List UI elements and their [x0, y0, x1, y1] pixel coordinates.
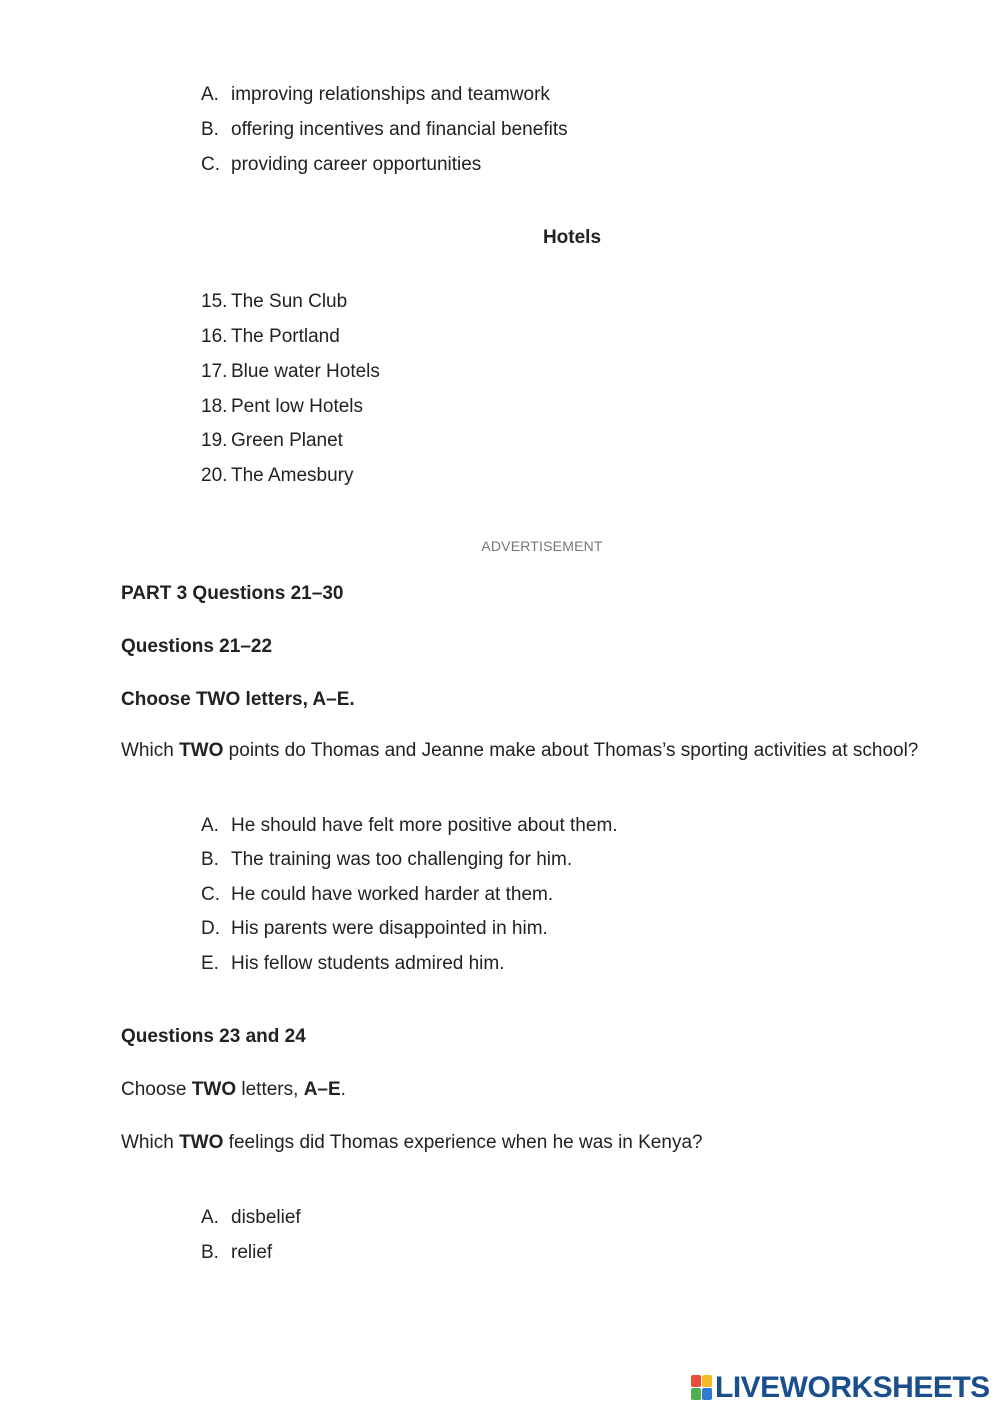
part-title: PART 3 Questions 21–30 — [121, 583, 344, 604]
list-item — [201, 154, 481, 176]
logo-badge-tile — [691, 1375, 701, 1387]
advertisement-label: ADVERTISEMENT — [481, 538, 603, 554]
option-text: relief — [231, 1242, 273, 1263]
option-letter: E. — [201, 953, 219, 974]
option-text: providing career opportunities — [231, 154, 482, 175]
logo-badge-icon — [691, 1375, 713, 1401]
item-number: 19. — [201, 430, 228, 451]
option-text: The training was too challenging for him. — [231, 849, 573, 870]
option-text: disbelief — [231, 1207, 301, 1228]
item-text: Green Planet — [231, 430, 343, 451]
list-item — [201, 396, 363, 418]
option-text: offering incentives and financial benefits — [231, 119, 568, 140]
option-letter: B. — [201, 849, 219, 870]
liveworksheets-logo[interactable] — [691, 1373, 990, 1403]
item-text: Pent low Hotels — [231, 396, 364, 417]
instruction-pre: Choose — [121, 1079, 192, 1100]
item-text: The Sun Club — [231, 291, 348, 312]
list-item — [201, 1207, 301, 1229]
item-text: The Amesbury — [231, 465, 354, 486]
list-item — [201, 884, 553, 906]
list-item — [201, 918, 548, 940]
question-bold: TWO — [179, 740, 224, 761]
option-text: He could have worked harder at them. — [231, 884, 554, 905]
logo-text: LIVEWORKSHEETS — [715, 1371, 990, 1404]
list-item — [201, 953, 505, 975]
item-number: 17. — [201, 361, 228, 382]
option-letter: A. — [201, 84, 219, 105]
list-item — [201, 849, 572, 871]
list-item — [201, 1242, 272, 1264]
questions-heading: Questions 21–22 — [121, 636, 273, 657]
item-number: 15. — [201, 291, 228, 312]
question-post: points do Thomas and Jeanne make about Thomas’s sporting activities at school? — [223, 740, 919, 761]
option-letter: B. — [201, 119, 219, 140]
list-item — [201, 84, 550, 106]
option-text: He should have felt more positive about them. — [231, 815, 618, 836]
question-text — [121, 1132, 703, 1154]
logo-badge-tile — [702, 1388, 712, 1400]
question-post: feelings did Thomas experience when he was in Kenya? — [223, 1132, 703, 1153]
list-item — [201, 291, 347, 313]
questions-heading: Questions 23 and 24 — [121, 1026, 306, 1047]
item-text: Blue water Hotels — [231, 361, 380, 382]
option-text: improving relationships and teamwork — [231, 84, 550, 105]
list-item — [201, 465, 354, 487]
hotels-heading: Hotels — [542, 227, 602, 248]
instruction: Choose TWO letters, A–E. — [121, 689, 355, 710]
instruction-bold: A–E — [303, 1079, 341, 1100]
option-letter: C. — [201, 154, 220, 175]
list-item — [201, 119, 568, 141]
list-item — [201, 361, 380, 383]
option-letter: B. — [201, 1242, 219, 1263]
option-letter: D. — [201, 918, 220, 939]
option-text: His parents were disappointed in him. — [231, 918, 548, 939]
instruction — [121, 1079, 346, 1101]
option-text: His fellow students admired him. — [231, 953, 505, 974]
logo-badge-tile — [691, 1388, 701, 1400]
list-item — [201, 326, 340, 348]
question-pre: Which — [121, 740, 180, 761]
instruction-bold: TWO — [191, 1079, 237, 1100]
item-number: 18. — [201, 396, 228, 417]
instruction-mid: letters, — [236, 1079, 304, 1100]
logo-badge-tile — [702, 1375, 712, 1387]
question-bold: TWO — [179, 1132, 224, 1153]
list-item — [201, 815, 618, 837]
option-letter: C. — [201, 884, 220, 905]
question-text — [121, 740, 918, 762]
option-letter: A. — [201, 1207, 219, 1228]
question-pre: Which — [121, 1132, 180, 1153]
item-number: 16. — [201, 326, 228, 347]
item-number: 20. — [201, 465, 228, 486]
item-text: The Portland — [231, 326, 340, 347]
list-item — [201, 430, 343, 452]
instruction-post: . — [340, 1079, 346, 1100]
option-letter: A. — [201, 815, 219, 836]
